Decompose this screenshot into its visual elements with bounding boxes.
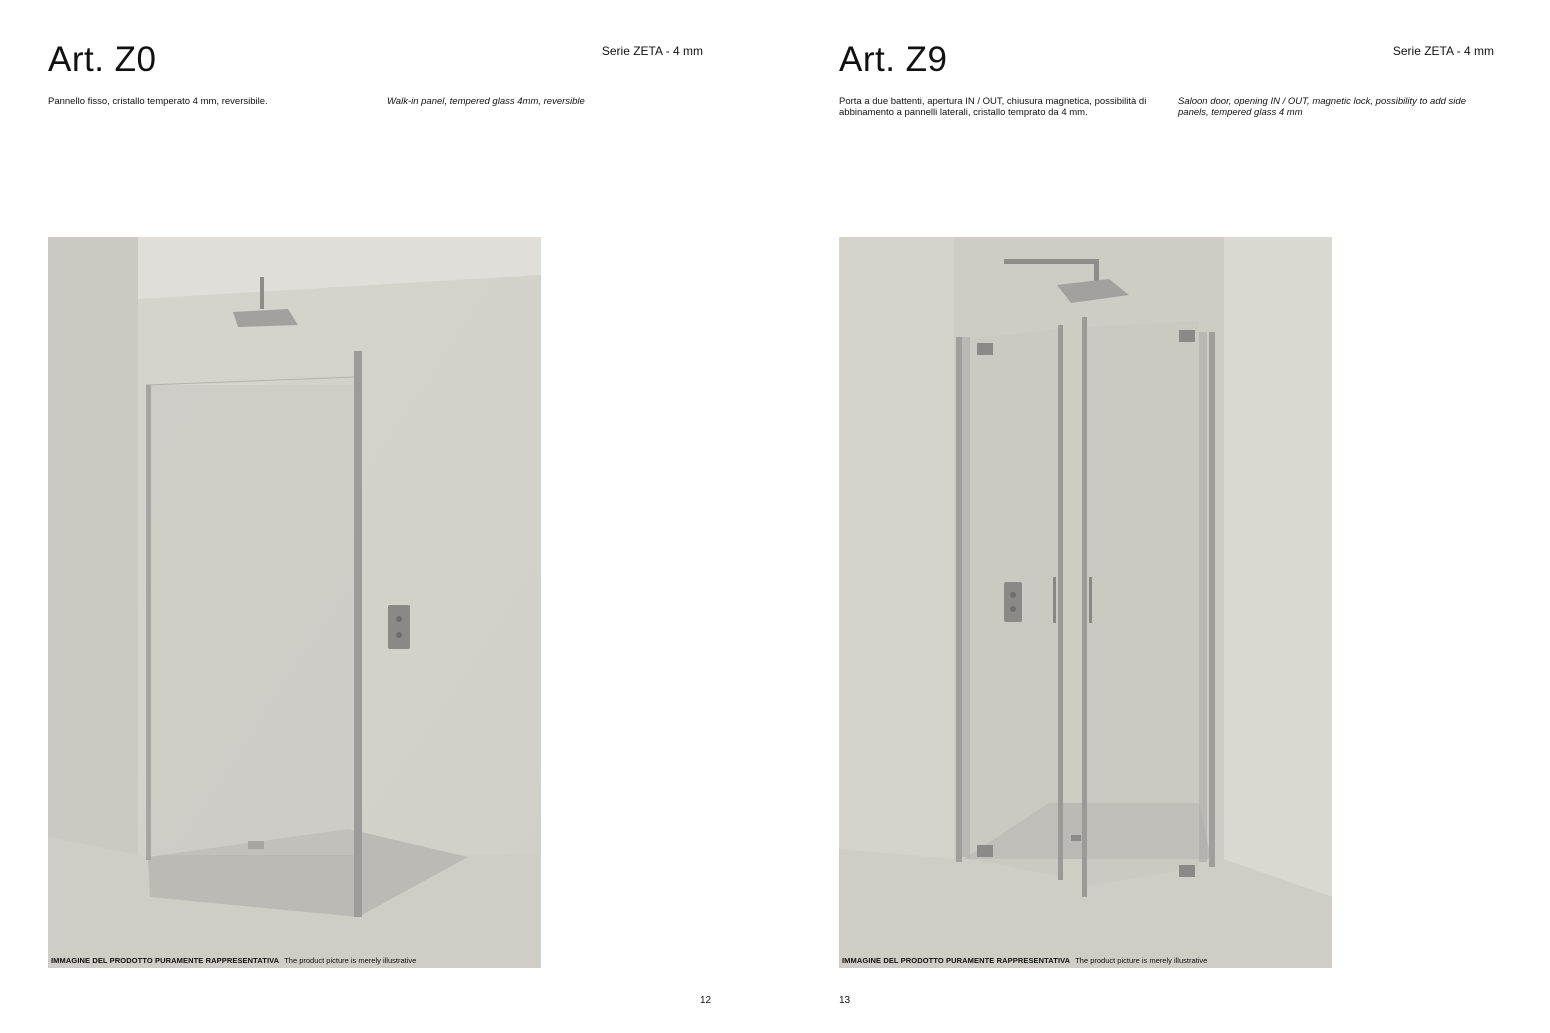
product-photo-saloon-door [839,237,1332,968]
description-english: Walk-in panel, tempered glass 4mm, reversible [387,96,585,107]
page-number: 12 [700,995,712,1006]
description-italian: Porta a due battenti, apertura IN / OUT, chiusura magnetica, possibilità di abbinamento a pannelli laterali, cristallo temprato da 4 mm. [839,96,1147,118]
product-photo-walk-in-panel [48,237,541,968]
caption-english: The product picture is merely illustrative [284,956,417,965]
article-title: Art. Z9 [839,40,948,79]
walk-in-shower-illustration [48,237,541,968]
article-title: Art. Z0 [48,40,157,79]
description-english: Saloon door, opening IN / OUT, magnetic lock, possibility to add side panels, tempered glass 4 mm [1178,96,1466,118]
caption-italian: IMMAGINE DEL PRODOTTO PURAMENTE RAPPRESENTATIVA [842,956,1071,965]
saloon-door-shower-illustration [839,237,1332,968]
catalog-page-right [791,0,1550,1033]
caption-italian: IMMAGINE DEL PRODOTTO PURAMENTE RAPPRESENTATIVA [51,956,280,965]
caption-english: The product picture is merely illustrative [1075,956,1208,965]
page-number: 13 [839,995,851,1006]
photo-disclaimer-caption [842,956,1207,965]
series-label: Serie ZETA - 4 mm [1392,44,1494,58]
description-italian: Pannello fisso, cristallo temperato 4 mm, reversibile. [48,96,268,107]
photo-disclaimer-caption [51,956,416,965]
series-label: Serie ZETA - 4 mm [601,44,703,58]
